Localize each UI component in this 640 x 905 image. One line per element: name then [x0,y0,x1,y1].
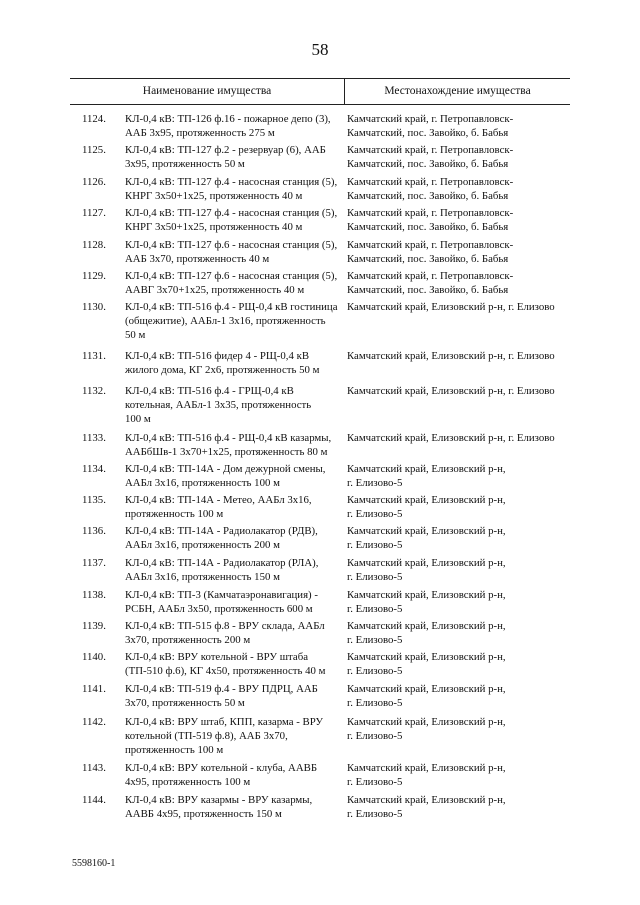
property-location-line: Камчатский край, г. Петропавловск- [347,207,514,219]
property-location-line: Камчатский край, Елизовский р-н, [347,463,506,475]
property-location-line: г. Елизово-5 [347,508,403,520]
property-location [347,349,572,363]
row-number: 1135. [82,494,106,506]
property-name-line: 3х70, протяженность 50 м [125,697,245,709]
property-name [125,619,343,647]
property-name [125,650,343,678]
row-number: 1138. [82,589,106,601]
property-name [125,349,343,377]
row-number: 1132. [82,385,106,397]
property-location-line: Камчатский край, Елизовский р-н, [347,494,506,506]
row-number: 1137. [82,557,106,569]
property-name [125,300,343,342]
property-name-line: (общежитие), ААБл-1 3х16, протяженность [125,315,326,327]
row-number: 1136. [82,525,106,537]
property-name-line: КЛ-0,4 кВ: ТП-14А - Радиолакатор (РЛА), [125,557,319,569]
property-name-line: 3х70, протяженность 200 м [125,634,251,646]
property-name-line: ААБ 3х70, протяженность 40 м [125,253,270,265]
property-name-line: КЛ-0,4 кВ: ТП-127 ф.6 - насосная станция (5), [125,239,338,251]
property-name-line: 50 м [125,329,146,341]
property-name-line: КНРГ 3х50+1х25, протяженность 40 м [125,190,303,202]
property-name-line: 4х95, протяженность 100 м [125,776,251,788]
property-name-line: КНРГ 3х50+1х25, протяженность 40 м [125,221,303,233]
property-name-line: КЛ-0,4 кВ: ВРУ казармы - ВРУ казармы, [125,794,313,806]
property-location-line: Камчатский край, Елизовский р-н, [347,620,506,632]
property-name-line: РСБН, ААБл 3х50, протяженность 600 м [125,603,313,615]
property-name [125,206,343,234]
property-name-line: КЛ-0,4 кВ: ТП-516 фидер 4 - РЩ-0,4 кВ [125,350,310,362]
property-name [125,715,343,757]
property-location [347,715,572,743]
property-name-line: котельная, ААБл-1 3х35, протяженность [125,399,312,411]
property-location-line: Камчатский край, Елизовский р-н, г. Елизово [347,432,555,444]
page-number: 58 [311,40,329,59]
property-name-line: КЛ-0,4 кВ: ВРУ штаб, КПП, казарма - ВРУ [125,716,324,728]
property-name-line: КЛ-0,4 кВ: ТП-127 ф.4 - насосная станция (5), [125,207,338,219]
property-name-line: ААБл 3х16, протяженность 200 м [125,539,280,551]
property-name-line: КЛ-0,4 кВ: ТП-126 ф.16 - пожарное депо (3), [125,113,331,125]
property-location [347,431,572,445]
property-location [347,619,572,647]
property-location [347,524,572,552]
property-location-line: Камчатский, пос. Завойко, б. Бабья [347,158,509,170]
property-name-line: КЛ-0,4 кВ: ТП-3 (Камчатаэронавигация) - [125,589,318,601]
property-location-line: Камчатский, пос. Завойко, б. Бабья [347,127,509,139]
property-name [125,238,343,266]
property-location [347,238,572,266]
property-location-line: Камчатский, пос. Завойко, б. Бабья [347,221,509,233]
property-name [125,761,343,789]
property-location-line: Камчатский, пос. Завойко, б. Бабья [347,190,509,202]
property-location-line: г. Елизово-5 [347,776,403,788]
property-location [347,462,572,490]
property-location [347,650,572,678]
property-location-line: Камчатский край, г. Петропавловск- [347,113,514,125]
property-name [125,588,343,616]
property-location-line: Камчатский край, Елизовский р-н, [347,716,506,728]
row-number: 1141. [82,683,106,695]
property-name-line: жилого дома, КГ 2х6, протяженность 50 м [125,364,320,376]
property-location-line: Камчатский край, Елизовский р-н, [347,651,506,663]
property-location-line: Камчатский край, г. Петропавловск- [347,176,514,188]
property-location-line: Камчатский край, г. Петропавловск- [347,144,514,156]
property-location-line: Камчатский край, г. Петропавловск- [347,239,514,251]
property-name-line: протяженность 100 м [125,508,224,520]
property-name-line: КЛ-0,4 кВ: ТП-519 ф.4 - ВРУ ПДРЦ, ААБ [125,683,318,695]
property-location-line: Камчатский край, Елизовский р-н, г. Елизово [347,350,555,362]
property-name [125,143,343,171]
property-name-line: котельной (ТП-519 ф.8), ААБ 3х70, [125,730,288,742]
property-location [347,682,572,710]
property-location [347,206,572,234]
property-location [347,300,572,314]
property-name [125,556,343,584]
document-code: 5598160-1 [72,858,116,869]
property-name-line: ААБбШв-1 3х70+1х25, протяженность 80 м [125,446,328,458]
property-name [125,431,343,459]
property-location-line: Камчатский, пос. Завойко, б. Бабья [347,253,509,265]
table-header [70,78,570,105]
property-name-line: КЛ-0,4 кВ: ВРУ котельной - ВРУ штаба [125,651,308,663]
property-location-line: г. Елизово-5 [347,603,403,615]
property-location-line: г. Елизово-5 [347,808,403,820]
property-name [125,462,343,490]
property-name-line: КЛ-0,4 кВ: ТП-516 ф.4 - РЩ-0,4 кВ гостиница [125,301,338,313]
property-location-line: г. Елизово-5 [347,634,403,646]
property-location [347,384,572,398]
property-location [347,761,572,789]
property-name-line: КЛ-0,4 кВ: ТП-127 ф.4 - насосная станция (5), [125,176,338,188]
property-name-line: 3х95, протяженность 50 м [125,158,245,170]
row-number: 1125. [82,144,106,156]
property-location [347,556,572,584]
property-location-line: Камчатский край, Елизовский р-н, г. Елизово [347,301,555,313]
property-location [347,793,572,821]
row-number: 1126. [82,176,106,188]
property-location-line: Камчатский край, Елизовский р-н, [347,557,506,569]
property-name-line: КЛ-0,4 кВ: ТП-515 ф.8 - ВРУ склада, ААБл [125,620,325,632]
property-name-line: КЛ-0,4 кВ: ТП-516 ф.4 - РЩ-0,4 кВ казармы, [125,432,332,444]
property-name-line: ААВГ 3х70+1х25, протяженность 40 м [125,284,305,296]
property-name-line: ААБл 3х16, протяженность 150 м [125,571,280,583]
property-location-line: г. Елизово-5 [347,571,403,583]
property-name [125,524,343,552]
property-name-line: ААБ 3х95, протяженность 275 м [125,127,275,139]
row-number: 1131. [82,350,106,362]
property-location [347,493,572,521]
row-number: 1128. [82,239,106,251]
property-location [347,143,572,171]
property-location [347,588,572,616]
property-location-line: г. Елизово-5 [347,730,403,742]
property-name-line: КЛ-0,4 кВ: ТП-127 ф.2 - резервуар (6), ААБ [125,144,326,156]
property-name-line: КЛ-0,4 кВ: ТП-127 ф.6 - насосная станция (5), [125,270,338,282]
property-name [125,682,343,710]
row-number: 1129. [82,270,106,282]
property-name-line: КЛ-0,4 кВ: ТП-14А - Метео, ААБл 3х16, [125,494,312,506]
row-number: 1140. [82,651,106,663]
property-name-line: 100 м [125,413,151,425]
header-location-column: Местонахождение имущества [384,85,531,97]
row-number: 1134. [82,463,106,475]
property-location-line: Камчатский край, Елизовский р-н, г. Елизово [347,385,555,397]
property-name [125,175,343,203]
property-name [125,269,343,297]
property-location-line: Камчатский, пос. Завойко, б. Бабья [347,284,509,296]
property-location [347,175,572,203]
property-name [125,112,343,140]
property-name [125,493,343,521]
row-number: 1127. [82,207,106,219]
property-location-line: Камчатский край, г. Петропавловск- [347,270,514,282]
row-number: 1143. [82,762,106,774]
property-name [125,793,343,821]
row-number: 1139. [82,620,106,632]
property-name-line: КЛ-0,4 кВ: ТП-14А - Радиолакатор (РДВ), [125,525,318,537]
property-location-line: Камчатский край, Елизовский р-н, [347,683,506,695]
property-name-line: протяженность 100 м [125,744,224,756]
property-location [347,112,572,140]
row-number: 1142. [82,716,106,728]
property-name-line: КЛ-0,4 кВ: ТП-14А - Дом дежурной смены, [125,463,326,475]
property-location-line: Камчатский край, Елизовский р-н, [347,589,506,601]
property-location-line: г. Елизово-5 [347,539,403,551]
property-location-line: Камчатский край, Елизовский р-н, [347,525,506,537]
row-number: 1144. [82,794,106,806]
property-location [347,269,572,297]
property-location-line: г. Елизово-5 [347,697,403,709]
property-name-line: КЛ-0,4 кВ: ВРУ котельной - клуба, ААВБ [125,762,318,774]
property-location-line: г. Елизово-5 [347,477,403,489]
header-name-column: Наименование имущества [142,85,272,97]
property-name [125,384,343,426]
property-name-line: ААВБ 4х95, протяженность 150 м [125,808,282,820]
property-name-line: КЛ-0,4 кВ: ТП-516 ф.4 - ГРЩ-0,4 кВ [125,385,294,397]
row-number: 1133. [82,432,106,444]
property-location-line: Камчатский край, Елизовский р-н, [347,762,506,774]
row-number: 1130. [82,301,106,313]
property-location-line: г. Елизово-5 [347,665,403,677]
property-location-line: Камчатский край, Елизовский р-н, [347,794,506,806]
property-name-line: ААБл 3х16, протяженность 100 м [125,477,280,489]
property-name-line: (ТП-510 ф.6), КГ 4х50, протяженность 40 м [125,665,326,677]
row-number: 1124. [82,113,106,125]
